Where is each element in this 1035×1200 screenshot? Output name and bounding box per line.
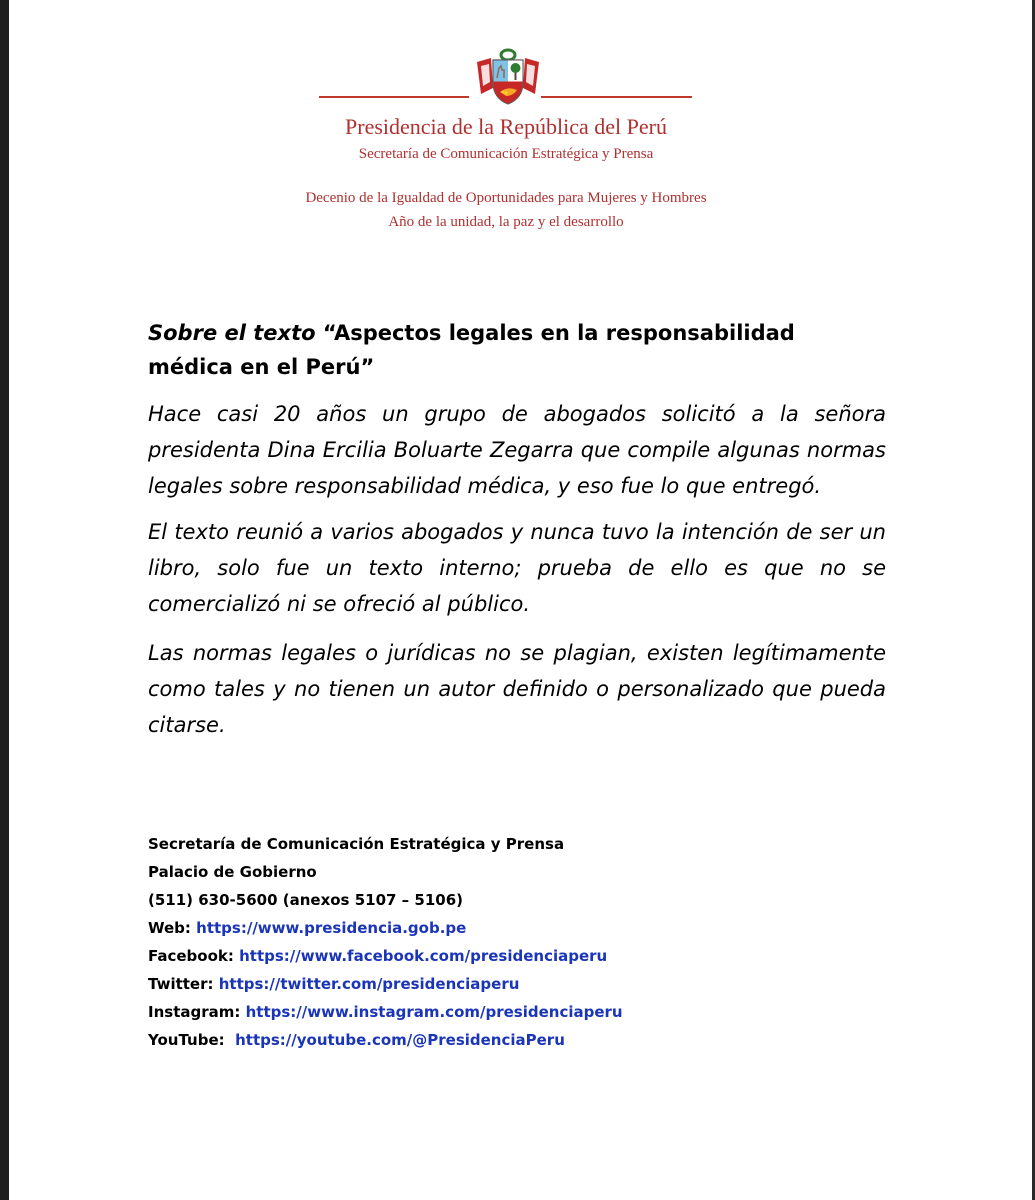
peru-coat-of-arms-icon	[473, 48, 543, 110]
contact-facebook-link[interactable]: https://www.facebook.com/presidenciaperu	[239, 947, 608, 965]
contact-twitter	[148, 970, 848, 998]
contact-twitter-link[interactable]: https://twitter.com/presidenciaperu	[218, 975, 520, 993]
contact-facebook-label: Facebook:	[148, 947, 240, 965]
contact-instagram	[148, 998, 848, 1026]
contact-instagram-link[interactable]: https://www.instagram.com/presidenciaperu	[245, 1003, 623, 1021]
statement-paragraph-1: Hace casi 20 años un grupo de abogados solicitó a la señora presidenta Dina Ercilia Boluarte Zegarra que compile algunas normas legales sobre responsabilidad médica, y eso fue lo que entregó.	[148, 402, 886, 498]
statement-subject	[148, 316, 886, 384]
contact-phone: (511) 630-5600 (anexos 5107 – 5106)	[148, 891, 464, 909]
contact-youtube-link[interactable]: https://youtube.com/@PresidenciaPeru	[235, 1031, 565, 1049]
statement-paragraph-3: Las normas legales o jurídicas no se plagian, existen legítimamente como tales y no tienen un autor definido o personalizado que pueda citarse.	[148, 641, 886, 737]
contact-instagram-label: Instagram:	[148, 1003, 246, 1021]
contact-facebook	[148, 942, 848, 970]
statement-paragraph-2: El texto reunió a varios abogados y nunca tuvo la intención de ser un libro, solo fue un texto interno; prueba de ello es que no se comercializó ni se ofreció al público.	[148, 520, 886, 616]
contact-web	[148, 914, 848, 942]
contact-office: Secretaría de Comunicación Estratégica y Prensa	[148, 835, 565, 853]
header-rule-right	[541, 96, 692, 98]
subject-prefix: Sobre el texto	[148, 321, 316, 345]
header-rule-left	[319, 96, 469, 98]
contact-web-link[interactable]: https://www.presidencia.gob.pe	[196, 919, 467, 937]
official-motto-year: Año de la unidad, la paz y el desarrollo	[388, 214, 624, 230]
contact-youtube	[148, 1026, 848, 1054]
screen-edge-left	[0, 0, 9, 1200]
contact-twitter-label: Twitter:	[148, 975, 219, 993]
contact-youtube-label: YouTube:	[148, 1031, 236, 1049]
contact-block	[148, 830, 848, 1054]
official-motto-decade: Decenio de la Igualdad de Oportunidades para Mujeres y Hombres	[305, 190, 707, 206]
contact-location: Palacio de Gobierno	[148, 863, 317, 881]
letterhead-subtitle: Secretaría de Comunicación Estratégica y Prensa	[358, 146, 654, 162]
letterhead-title: Presidencia de la República del Perú	[345, 114, 667, 139]
contact-web-label: Web:	[148, 919, 197, 937]
subject-title: “Aspectos legales en la responsabilidad médica en el Perú”	[148, 321, 795, 379]
